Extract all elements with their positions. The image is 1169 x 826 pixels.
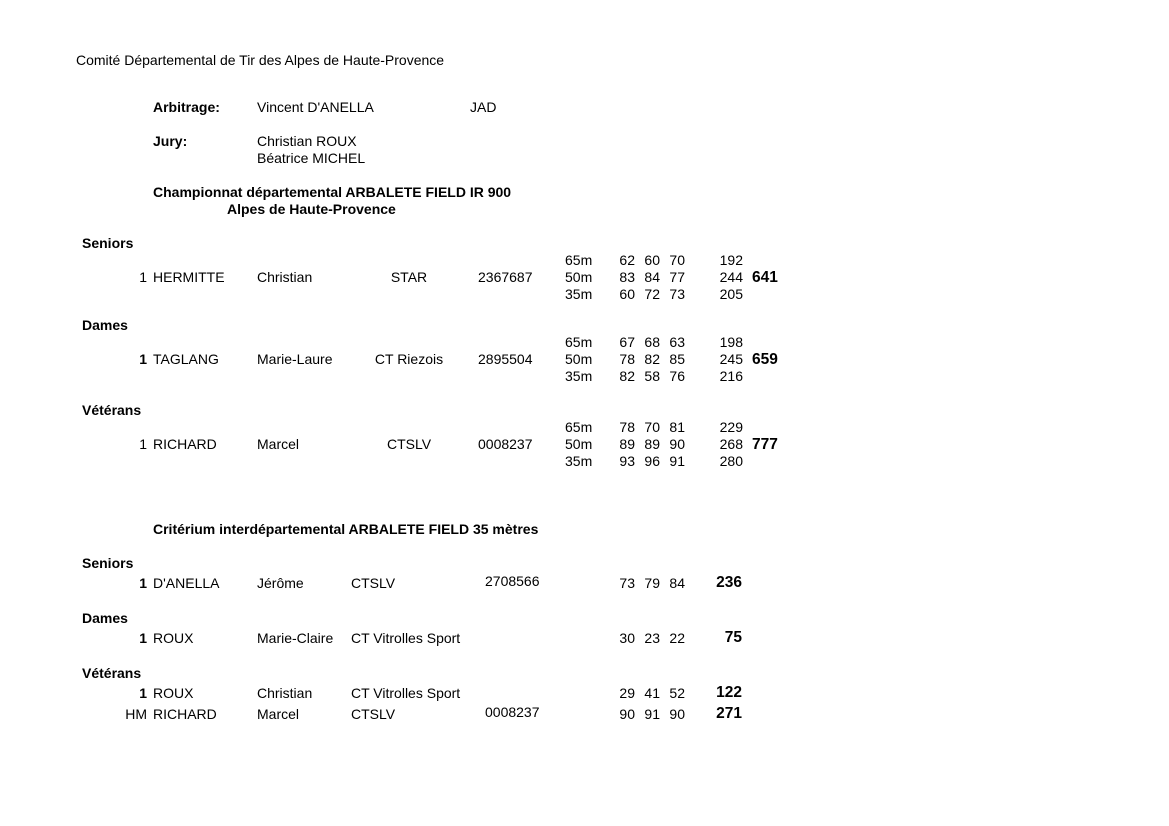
championship-title: Championnat départemental ARBALETE FIELD IR 900 <box>153 184 512 200</box>
rank: 1 <box>139 269 147 285</box>
series-score: 78 <box>619 419 635 435</box>
series-score: 93 <box>619 453 635 469</box>
series-score: 91 <box>644 706 660 722</box>
club-name: CT Riezois <box>374 351 444 367</box>
series-score: 58 <box>644 368 660 384</box>
series-score: 68 <box>644 334 660 350</box>
criterium-title: Critérium interdépartemental ARBALETE FIELD 35 mètres <box>153 521 539 537</box>
distance-label: 50m <box>565 351 593 367</box>
series-score: 60 <box>619 286 635 302</box>
series-score: 83 <box>619 269 635 285</box>
category-heading: Vétérans <box>82 665 142 681</box>
club-name: CTSLV <box>351 575 396 591</box>
series-score: 23 <box>644 630 660 646</box>
arbitrage-role: JAD <box>470 99 497 115</box>
shooter-lastname: ROUX <box>153 685 194 701</box>
series-score: 73 <box>669 286 685 302</box>
distance-subtotal: 229 <box>719 419 743 435</box>
jury-member: Béatrice MICHEL <box>257 150 366 166</box>
shooter-lastname: RICHARD <box>153 706 217 722</box>
series-score: 81 <box>669 419 685 435</box>
distance-subtotal: 244 <box>719 269 743 285</box>
distance-subtotal: 245 <box>719 351 743 367</box>
category-heading: Dames <box>82 610 128 626</box>
series-score: 96 <box>644 453 660 469</box>
shooter-lastname: HERMITTE <box>153 269 225 285</box>
series-score: 84 <box>644 269 660 285</box>
series-score: 70 <box>644 419 660 435</box>
organization-header: Comité Départemental de Tir des Alpes de Haute-Provence <box>76 52 445 68</box>
series-score: 90 <box>669 706 685 722</box>
distance-label: 35m <box>565 368 593 384</box>
distance-label: 65m <box>565 334 593 350</box>
club-name: CTSLV <box>386 436 432 452</box>
distance-subtotal: 268 <box>719 436 743 452</box>
series-score: 85 <box>669 351 685 367</box>
category-heading: Seniors <box>82 235 134 251</box>
series-score: 67 <box>619 334 635 350</box>
series-score: 29 <box>619 685 635 701</box>
shooter-firstname: Christian <box>257 269 313 285</box>
series-score: 30 <box>619 630 635 646</box>
rank: 1 <box>139 685 147 701</box>
total-score: 75 <box>724 629 742 646</box>
rank: 1 <box>139 575 147 591</box>
license-number: 2895504 <box>478 351 533 367</box>
total-score: 236 <box>716 574 742 591</box>
series-score: 73 <box>619 575 635 591</box>
shooter-firstname: Marcel <box>257 706 300 722</box>
series-score: 84 <box>669 575 685 591</box>
shooter-lastname: RICHARD <box>153 436 217 452</box>
series-score: 82 <box>619 368 635 384</box>
shooter-firstname: Marie-Laure <box>257 351 333 367</box>
rank: 1 <box>139 436 147 452</box>
series-score: 77 <box>669 269 685 285</box>
arbitrage-name: Vincent D'ANELLA <box>257 99 374 115</box>
distance-label: 65m <box>565 252 593 268</box>
distance-subtotal: 198 <box>719 334 743 350</box>
series-score: 91 <box>669 453 685 469</box>
club-name: CT Vitrolles Sport <box>351 630 461 646</box>
jury-member: Christian ROUX <box>257 133 357 149</box>
rank: 1 <box>139 351 147 367</box>
total-score: 122 <box>716 684 742 701</box>
series-score: 89 <box>619 436 635 452</box>
total-score: 641 <box>752 269 778 286</box>
jury-label: Jury: <box>153 133 188 149</box>
series-score: 78 <box>619 351 635 367</box>
category-heading: Vétérans <box>82 402 142 418</box>
total-score: 659 <box>752 351 778 368</box>
shooter-lastname: ROUX <box>153 630 194 646</box>
shooter-firstname: Jérôme <box>257 575 304 591</box>
club-name: CT Vitrolles Sport <box>351 685 461 701</box>
distance-subtotal: 192 <box>719 252 743 268</box>
distance-subtotal: 205 <box>719 286 743 302</box>
series-score: 60 <box>644 252 660 268</box>
series-score: 82 <box>644 351 660 367</box>
club-name: CTSLV <box>351 706 396 722</box>
total-score: 777 <box>752 436 778 453</box>
shooter-firstname: Marie-Claire <box>257 630 334 646</box>
distance-label: 50m <box>565 269 593 285</box>
series-score: 79 <box>644 575 660 591</box>
category-heading: Seniors <box>82 555 134 571</box>
series-score: 63 <box>669 334 685 350</box>
series-score: 22 <box>669 630 685 646</box>
distance-subtotal: 280 <box>719 453 743 469</box>
series-score: 62 <box>619 252 635 268</box>
distance-label: 35m <box>565 286 593 302</box>
distance-subtotal: 216 <box>719 368 743 384</box>
arbitrage-label: Arbitrage: <box>153 99 220 115</box>
shooter-firstname: Christian <box>257 685 313 701</box>
shooter-firstname: Marcel <box>257 436 300 452</box>
series-score: 76 <box>669 368 685 384</box>
series-score: 89 <box>644 436 660 452</box>
series-score: 90 <box>619 706 635 722</box>
shooter-lastname: D'ANELLA <box>153 575 220 591</box>
license-number: 0008237 <box>485 704 540 720</box>
distance-label: 35m <box>565 453 593 469</box>
license-number: 2708566 <box>485 573 540 589</box>
distance-label: 65m <box>565 419 593 435</box>
distance-label: 50m <box>565 436 593 452</box>
rank: HM <box>125 706 147 722</box>
shooter-lastname: TAGLANG <box>153 351 219 367</box>
club-name: STAR <box>390 269 428 285</box>
series-score: 70 <box>669 252 685 268</box>
license-number: 2367687 <box>478 269 533 285</box>
series-score: 52 <box>669 685 685 701</box>
license-number: 0008237 <box>478 436 533 452</box>
series-score: 72 <box>644 286 660 302</box>
total-score: 271 <box>716 705 742 722</box>
series-score: 90 <box>669 436 685 452</box>
category-heading: Dames <box>82 317 128 333</box>
championship-subtitle: Alpes de Haute-Provence <box>227 201 396 217</box>
rank: 1 <box>139 630 147 646</box>
series-score: 41 <box>644 685 660 701</box>
